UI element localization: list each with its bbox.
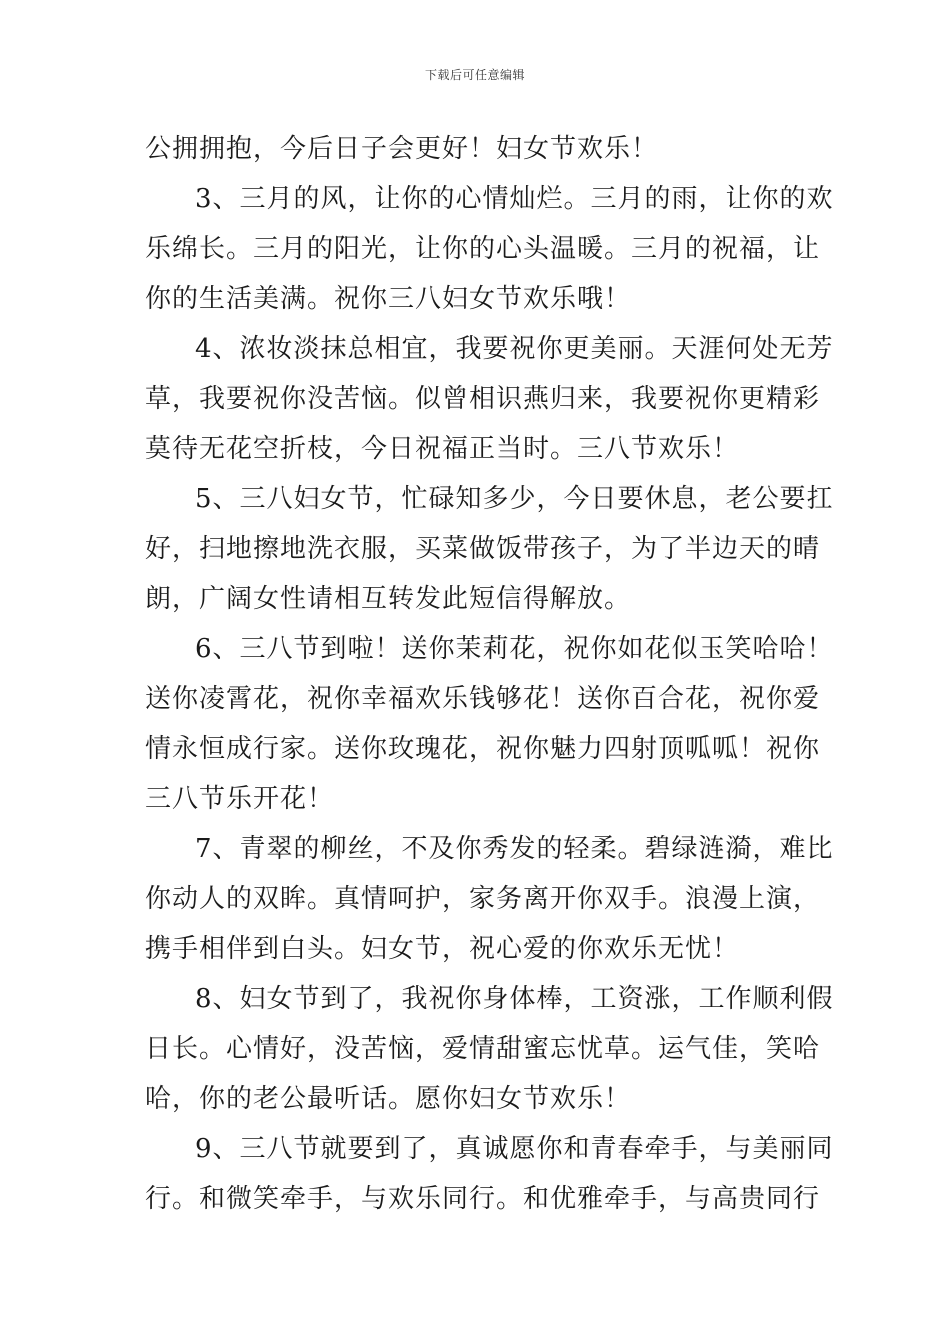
text-line: 乐绵长。三月的阳光，让你的心头温暖。三月的祝福，让 bbox=[145, 234, 821, 264]
text-line: 草，我要祝你没苦恼。似曾相识燕归来，我要祝你更精彩 bbox=[145, 384, 821, 414]
text-line: 三八节乐开花！ bbox=[145, 784, 335, 814]
page-header: 下载后可任意编辑 bbox=[424, 68, 525, 82]
text-line: 莫待无花空折枝，今日祝福正当时。三八节欢乐！ bbox=[145, 434, 740, 464]
text-line: 情永恒成行家。送你玫瑰花，祝你魅力四射顶呱呱！祝你 bbox=[145, 734, 821, 764]
text-line: 好，扫地擦地洗衣服，买菜做饭带孩子，为了半边天的晴 bbox=[145, 534, 821, 564]
document-body bbox=[145, 124, 834, 1224]
text-line: 朗，广阔女性请相互转发此短信得解放。 bbox=[145, 584, 632, 614]
text-line: 日长。心情好，没苦恼，爱情甜蜜忘忧草。运气佳，笑哈 bbox=[145, 1034, 821, 1064]
text-line: 公拥拥抱，今后日子会更好！妇女节欢乐！ bbox=[145, 134, 659, 164]
text-line: 携手相伴到白头。妇女节，祝心爱的你欢乐无忧！ bbox=[145, 934, 740, 964]
paragraph-first-line: 5、三八妇女节，忙碌知多少，今日要休息，老公要扛 bbox=[195, 484, 834, 514]
text-line: 哈，你的老公最听话。愿你妇女节欢乐！ bbox=[145, 1084, 632, 1114]
paragraph-first-line: 9、三八节就要到了，真诚愿你和青春牵手，与美丽同 bbox=[195, 1134, 834, 1164]
paragraph-first-line: 3、三月的风，让你的心情灿烂。三月的雨，让你的欢 bbox=[195, 184, 834, 214]
text-line: 你动人的双眸。真情呵护，家务离开你双手。浪漫上演， bbox=[145, 884, 821, 914]
paragraph-first-line: 8、妇女节到了，我祝你身体棒，工资涨，工作顺利假 bbox=[195, 984, 834, 1014]
text-line: 行。和微笑牵手，与欢乐同行。和优雅牵手，与高贵同行 bbox=[145, 1184, 821, 1214]
paragraph-first-line: 6、三八节到啦！送你茉莉花，祝你如花似玉笑哈哈！ bbox=[195, 634, 834, 664]
text-line: 你的生活美满。祝你三八妇女节欢乐哦！ bbox=[145, 284, 632, 314]
text-line: 送你凌霄花，祝你幸福欢乐钱够花！送你百合花，祝你爱 bbox=[145, 684, 821, 714]
paragraph-first-line: 4、浓妆淡抹总相宜，我要祝你更美丽。天涯何处无芳 bbox=[195, 334, 834, 364]
paragraph-first-line: 7、青翠的柳丝，不及你秀发的轻柔。碧绿涟漪，难比 bbox=[195, 834, 834, 864]
